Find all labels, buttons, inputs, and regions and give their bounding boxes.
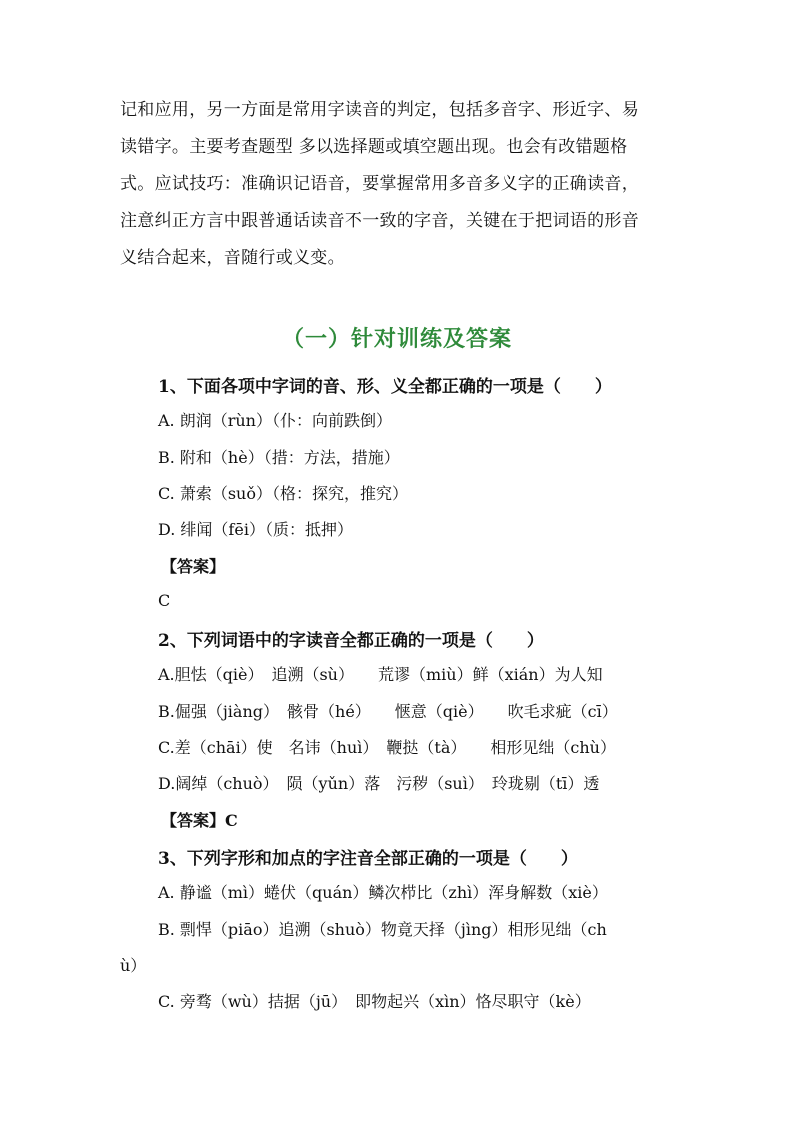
intro-line-2: 读错字。主要考查题型 多以选择题或填空题出现。也会有改错题格 bbox=[120, 137, 628, 157]
question-3-option-c: C. 旁骛（wù）拮据（jū） 即物起兴（xìn）恪尽职守（kè） bbox=[158, 992, 591, 1011]
question-3-option-b-continued: ù） bbox=[120, 956, 147, 975]
intro-line-5: 义结合起来，音随行或义变。 bbox=[120, 248, 345, 268]
question-2-stem: 2、下列词语中的字读音全都正确的一项是（ ） bbox=[158, 631, 544, 651]
question-1-answer-label: 【答案】 bbox=[161, 557, 226, 576]
question-1-option-b: B. 附和（hè）（措：方法，措施） bbox=[158, 448, 400, 467]
question-1-option-d: D. 绯闻（fēi）（质：抵押） bbox=[158, 520, 353, 539]
question-2-option-b: B.倔强（jiàng） 骸骨（hé） 惬意（qiè） 吹毛求疵（cī） bbox=[158, 702, 618, 721]
question-3-stem: 3、下列字形和加点的字注音全部正确的一项是（ ） bbox=[158, 849, 578, 869]
question-2-option-a: A.胆怯（qiè） 追溯（sù） 荒谬（miù）鲜（xián）为人知 bbox=[158, 665, 603, 684]
question-3-option-a: A. 静谧（mì）蜷伏（quán）鳞次栉比（zhì）浑身解数（xiè） bbox=[158, 883, 608, 902]
question-2-option-d: D.阔绰（chuò） 陨（yǔn）落 污秽（suì） 玲珑剔（tī）透 bbox=[158, 774, 600, 793]
question-1-stem: 1、下面各项中字词的音、形、义全都正确的一项是（ ） bbox=[158, 377, 612, 397]
intro-paragraph bbox=[120, 92, 680, 277]
question-2-answer: 【答案】C bbox=[161, 811, 238, 830]
question-1-option-a: A. 朗润（rùn）（仆：向前跌倒） bbox=[158, 411, 392, 430]
question-1-answer: C bbox=[158, 591, 171, 610]
intro-line-4: 注意纠正方言中跟普通话读音不一致的字音，关键在于把词语的形音 bbox=[120, 211, 639, 231]
section-title: （一）针对训练及答案 bbox=[281, 326, 512, 352]
question-2-option-c: C.差（chāi）使 名讳（huì） 鞭挞（tà） 相形见绌（chù） bbox=[158, 738, 616, 757]
intro-line-3: 式。应试技巧：准确识记语音，要掌握常用多音多义字的正确读音， bbox=[120, 174, 639, 194]
question-1-option-c: C. 萧索（suǒ）（格：探究，推究） bbox=[158, 484, 408, 503]
intro-line-1: 记和应用，另一方面是常用字读音的判定，包括多音字、形近字、易 bbox=[120, 100, 639, 120]
question-3-option-b: B. 剽悍（piāo）追溯（shuò）物竟天择（jìng）相形见绌（ch bbox=[158, 920, 607, 939]
